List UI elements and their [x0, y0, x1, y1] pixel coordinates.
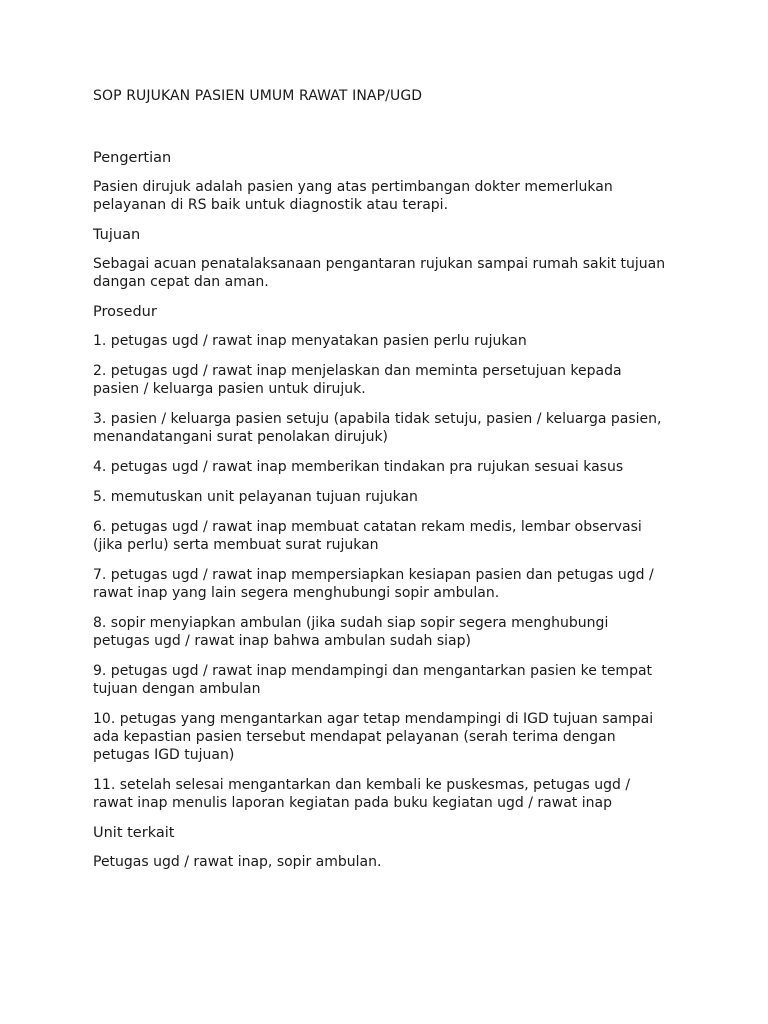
tujuan-text: Sebagai acuan penatalaksanaan pengantaran rujukan sampai rumah sakit tujuan dangan cepat dan aman.	[93, 256, 666, 290]
section-prosedur	[93, 303, 693, 812]
prosedur-step-8: 8. sopir menyiapkan ambulan (jika sudah siap sopir segera menghubungi petugas ugd / rawat inap bahwa ambulan sudah siap)	[93, 615, 609, 649]
heading-unit-terkait: Unit terkait	[93, 825, 175, 841]
prosedur-steps	[93, 332, 693, 812]
pengertian-text: Pasien dirujuk adalah pasien yang atas pertimbangan dokter memerlukan pelayanan di RS baik untuk diagnostik atau terapi.	[93, 179, 613, 213]
section-tujuan	[93, 226, 693, 291]
prosedur-step-9: 9. petugas ugd / rawat inap mendampingi dan mengantarkan pasien ke tempat tujuan dengan ambulan	[93, 663, 653, 697]
prosedur-step-2: 2. petugas ugd / rawat inap menjelaskan dan meminta persetujuan kepada pasien / keluarga pasien untuk dirujuk.	[93, 363, 622, 397]
prosedur-step-11: 11. setelah selesai mengantarkan dan kembali ke puskesmas, petugas ugd / rawat inap menulis laporan kegiatan pada buku kegiatan ugd / rawat inap	[93, 777, 631, 811]
document-title: SOP RUJUKAN PASIEN UMUM RAWAT INAP/UGD	[93, 88, 423, 104]
prosedur-step-5: 5. memutuskan unit pelayanan tujuan rujukan	[93, 489, 418, 505]
prosedur-step-7: 7. petugas ugd / rawat inap mempersiapkan kesiapan pasien dan petugas ugd / rawat inap yang lain segera menghubungi sopir ambulan.	[93, 567, 654, 601]
document-page	[93, 87, 693, 883]
prosedur-step-3: 3. pasien / keluarga pasien setuju (apabila tidak setuju, pasien / keluarga pasien, menandatangani surat penolakan dirujuk)	[93, 411, 662, 445]
prosedur-step-1: 1. petugas ugd / rawat inap menyatakan pasien perlu rujukan	[93, 333, 527, 349]
heading-prosedur: Prosedur	[93, 304, 157, 320]
prosedur-step-10: 10. petugas yang mengantarkan agar tetap mendampingi di IGD tujuan sampai ada kepastian pasien tersebut mendapat pelayanan (serah terima dengan petugas IGD tujuan)	[93, 711, 654, 763]
unit-terkait-text: Petugas ugd / rawat inap, sopir ambulan.	[93, 854, 382, 870]
prosedur-step-6: 6. petugas ugd / rawat inap membuat catatan rekam medis, lembar observasi (jika perlu) serta membuat surat rujukan	[93, 519, 642, 553]
heading-tujuan: Tujuan	[93, 227, 141, 243]
prosedur-step-4: 4. petugas ugd / rawat inap memberikan tindakan pra rujukan sesuai kasus	[93, 459, 624, 475]
section-pengertian	[93, 149, 693, 214]
section-unit-terkait	[93, 824, 693, 871]
heading-pengertian: Pengertian	[93, 150, 172, 166]
